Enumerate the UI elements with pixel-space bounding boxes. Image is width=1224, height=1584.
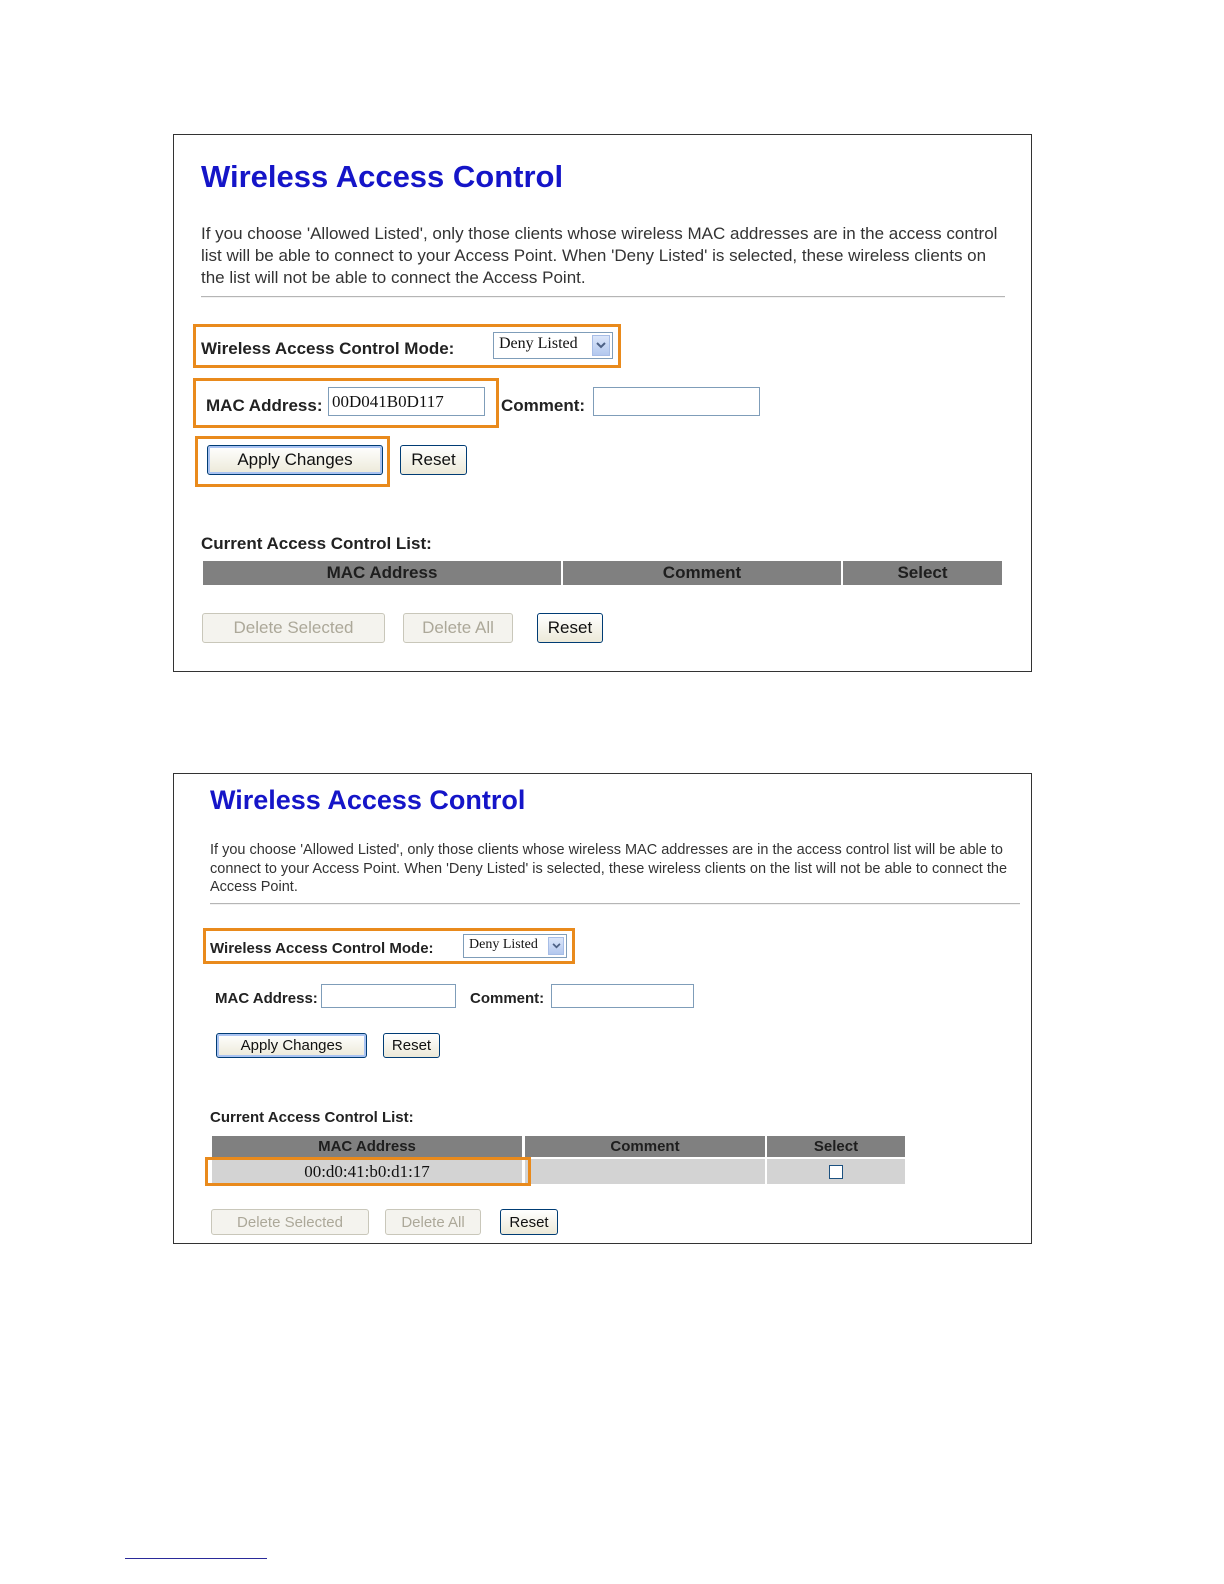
list-reset-button[interactable]: Reset <box>537 613 603 643</box>
comment-input[interactable] <box>593 387 760 416</box>
column-header-mac-address: MAC Address <box>212 1136 522 1157</box>
delete-all-button[interactable]: Delete All <box>385 1209 481 1235</box>
table-cell-select <box>767 1159 905 1184</box>
access-control-mode-label: Wireless Access Control Mode: <box>210 940 434 957</box>
page-title: Wireless Access Control <box>210 785 526 815</box>
column-header-comment: Comment <box>563 561 841 585</box>
divider <box>201 296 1005 298</box>
column-header-mac-address: MAC Address <box>203 561 561 585</box>
page-title: Wireless Access Control <box>201 159 564 194</box>
access-control-list-label: Current Access Control List: <box>210 1109 414 1126</box>
delete-all-button[interactable]: Delete All <box>403 613 513 643</box>
mac-address-label: MAC Address: <box>206 396 323 415</box>
comment-label: Comment: <box>470 990 545 1007</box>
access-control-list-label: Current Access Control List: <box>201 534 432 553</box>
comment-input[interactable] <box>551 984 694 1008</box>
delete-selected-button[interactable]: Delete Selected <box>211 1209 369 1235</box>
mac-address-input[interactable] <box>321 984 456 1008</box>
reset-button[interactable]: Reset <box>383 1033 440 1058</box>
access-control-mode-label: Wireless Access Control Mode: <box>201 339 455 358</box>
list-reset-button[interactable]: Reset <box>500 1209 558 1235</box>
page-description: If you choose 'Allowed Listed', only those clients whose wireless MAC addresses are in the access control list will be able to connect to your Access Point. When 'Deny Listed' is selected, these wireless clients on the list will not be able to connect the Access Point. <box>210 842 1008 896</box>
table-cell-mac-address: 00:d0:41:b0:d1:17 <box>212 1159 522 1184</box>
mac-address-label: MAC Address: <box>215 990 318 1007</box>
table-cell-comment <box>525 1159 765 1184</box>
access-control-mode-select[interactable] <box>463 934 567 958</box>
apply-changes-button[interactable]: Apply Changes <box>207 445 383 475</box>
access-control-mode-select[interactable] <box>493 332 613 359</box>
mac-address-input[interactable]: 00D041B0D117 <box>328 387 485 416</box>
screenshot-panel-2 <box>173 773 1032 1244</box>
chevron-down-icon[interactable] <box>592 335 610 356</box>
chevron-down-icon[interactable] <box>548 937 564 955</box>
access-control-mode-value: Deny Listed <box>469 937 538 952</box>
footnote-separator <box>125 1558 267 1559</box>
delete-selected-button[interactable]: Delete Selected <box>202 613 385 643</box>
screenshot-panel-1 <box>173 134 1032 672</box>
column-header-select: Select <box>767 1136 905 1157</box>
comment-label: Comment: <box>501 396 586 415</box>
divider <box>210 903 1020 905</box>
column-header-select: Select <box>843 561 1002 585</box>
access-control-mode-value: Deny Listed <box>499 335 578 352</box>
highlight-mac-entry <box>205 1157 531 1186</box>
page-description: If you choose 'Allowed Listed', only those clients whose wireless MAC addresses are in the access control list will be able to connect to your Access Point. When 'Deny Listed' is selected, these wireless clients on the list will not be able to connect the Access Point. <box>201 224 998 287</box>
apply-changes-button[interactable]: Apply Changes <box>216 1033 367 1058</box>
column-header-comment: Comment <box>525 1136 765 1157</box>
checkbox-icon[interactable] <box>829 1165 843 1179</box>
reset-button[interactable]: Reset <box>400 445 467 475</box>
